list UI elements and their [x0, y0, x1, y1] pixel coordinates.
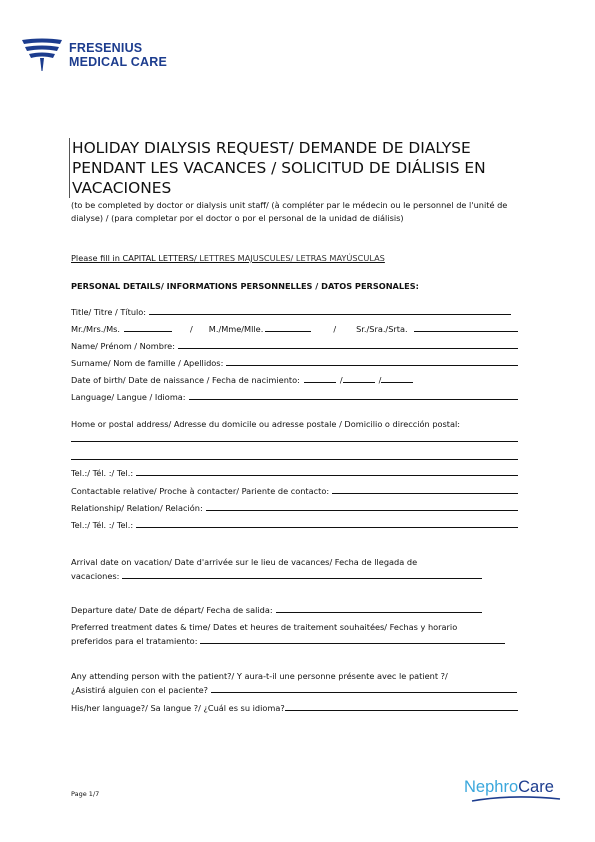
dob-slash-1: /: [339, 375, 343, 385]
field-row-name: [71, 339, 518, 351]
field-row-dob: [71, 373, 518, 385]
section-heading-personal-details: PERSONAL DETAILS/ INFORMATIONS PERSONNELLES / DATOS PERSONALES:: [71, 281, 419, 291]
page-number: Page 1/7: [71, 790, 100, 798]
field-row-departure: [71, 603, 482, 615]
field-row-relationship: [71, 501, 518, 513]
field-row-title: [71, 305, 511, 317]
field-dob-day[interactable]: [304, 381, 336, 383]
field-relationship-line[interactable]: [206, 509, 518, 511]
nephrocare-swoosh-icon: [470, 795, 562, 803]
dob-slash-2: /: [378, 375, 382, 385]
field-departure-line[interactable]: [276, 611, 482, 613]
field-attending-line[interactable]: [211, 691, 517, 693]
field-surname-line[interactable]: [226, 364, 518, 366]
field-label-relationship: Relationship/ Relation/ Relación:: [71, 503, 203, 513]
field-label-title: Title/ Titre / Título:: [71, 307, 147, 317]
field-row-language: [71, 390, 518, 402]
field-label-mme: M./Mme/Mlle.: [208, 324, 264, 334]
field-row-treatment: [71, 634, 505, 646]
field-title-line[interactable]: [149, 313, 511, 315]
field-row-his-language: [71, 701, 518, 713]
nephrocare-word-1: Nephro: [464, 778, 519, 796]
separator-slash-2: /: [333, 324, 337, 334]
document-title: HOLIDAY DIALYSIS REQUEST/ DEMANDE DE DIALYSE PENDANT LES VACANCES / SOLICITUD DE DIÁLISIS EN VACACIONES: [69, 138, 542, 198]
field-row-surname: [71, 356, 518, 368]
field-mr-line[interactable]: [124, 330, 172, 332]
field-sr-line[interactable]: [414, 330, 518, 332]
field-tel-2-line[interactable]: [136, 526, 518, 528]
capital-letters-fr-es: LETTRES MAJUSCULES/ LETRAS MAYÚSCULAS: [199, 253, 385, 263]
field-address-line-1[interactable]: [71, 441, 518, 442]
field-label-dob: Date of birth/ Date de naissance / Fecha de nacimiento:: [71, 375, 300, 385]
document-subtitle: (to be completed by doctor or dialysis unit staff/ (à compléter par le médecin ou le personnel de l'unité de dialyse) / (para completar por el doctor o por el personal de la unidad de diálisis): [71, 200, 508, 223]
capital-letters-english: Please fill in CAPITAL LETTERS/: [71, 253, 200, 263]
field-label-his-language: His/her language?/ Sa langue ?/ ¿Cuál es su idioma?: [71, 703, 285, 713]
field-row-tel-2: [71, 518, 518, 530]
field-row-honorific: [71, 322, 518, 334]
separator-slash-1: /: [190, 324, 193, 334]
field-label-tel-1: Tel.:/ Tél. :/ Tel.:: [71, 468, 134, 478]
nephrocare-logo: [464, 778, 554, 796]
logo-line-2: MEDICAL CARE: [69, 55, 168, 69]
fresenius-emblem-icon: [20, 37, 64, 73]
nephrocare-word-2: Care: [518, 778, 554, 796]
field-label-language: Language/ Langue / Idioma:: [71, 392, 186, 402]
field-relative-line[interactable]: [332, 492, 518, 494]
field-row-arrival: [71, 569, 482, 581]
capital-letters-instruction: [71, 253, 385, 263]
field-label-treatment-1: Preferred treatment dates & time/ Dates et heures de traitement souhaitées/ Fechas y horario: [71, 622, 458, 632]
field-label-sr: Sr./Sra./Srta.: [356, 324, 408, 334]
field-treatment-line[interactable]: [200, 642, 505, 644]
field-label-arrival-1: Arrival date on vacation/ Date d'arrivée sur le lieu de vacances/ Fecha de llegada de: [71, 557, 418, 567]
field-label-relative: Contactable relative/ Proche à contacter/ Pariente de contacto:: [71, 486, 330, 496]
field-label-departure: Departure date/ Date de départ/ Fecha de salida:: [71, 605, 273, 615]
field-row-relative: [71, 484, 518, 496]
field-name-line[interactable]: [178, 347, 518, 349]
field-row-attending: [71, 683, 517, 695]
field-arrival-line[interactable]: [122, 577, 482, 579]
field-label-name: Name/ Prénom / Nombre:: [71, 341, 175, 351]
field-tel-1-line[interactable]: [136, 474, 518, 476]
field-label-treatment-2: preferidos para el tratamiento:: [71, 636, 198, 646]
logo-line-1: FRESENIUS: [69, 41, 143, 55]
field-label-attending-1: Any attending person with the patient?/ Y aura-t-il une personne présente avec le patient ?/: [71, 671, 448, 681]
field-mme-line[interactable]: [265, 330, 311, 332]
field-label-surname: Surname/ Nom de famille / Apellidos:: [71, 358, 224, 368]
field-label-address: Home or postal address/ Adresse du domicile ou adresse postale / Domicilio o dirección postal:: [71, 419, 461, 429]
field-label-mr: Mr./Mrs./Ms.: [71, 324, 121, 334]
field-address-line-2[interactable]: [71, 459, 518, 460]
field-dob-month[interactable]: [343, 381, 375, 383]
field-his-language-line[interactable]: [285, 709, 518, 711]
field-language-line[interactable]: [189, 398, 518, 400]
logo-wordmark: [69, 41, 167, 69]
field-label-attending-2: ¿Asistirá alguien con el paciente?: [71, 685, 209, 695]
field-label-tel-2: Tel.:/ Tél. :/ Tel.:: [71, 520, 134, 530]
field-label-arrival-2: vacaciones:: [71, 571, 120, 581]
field-dob-year[interactable]: [381, 381, 413, 383]
field-row-tel-1: [71, 466, 518, 478]
